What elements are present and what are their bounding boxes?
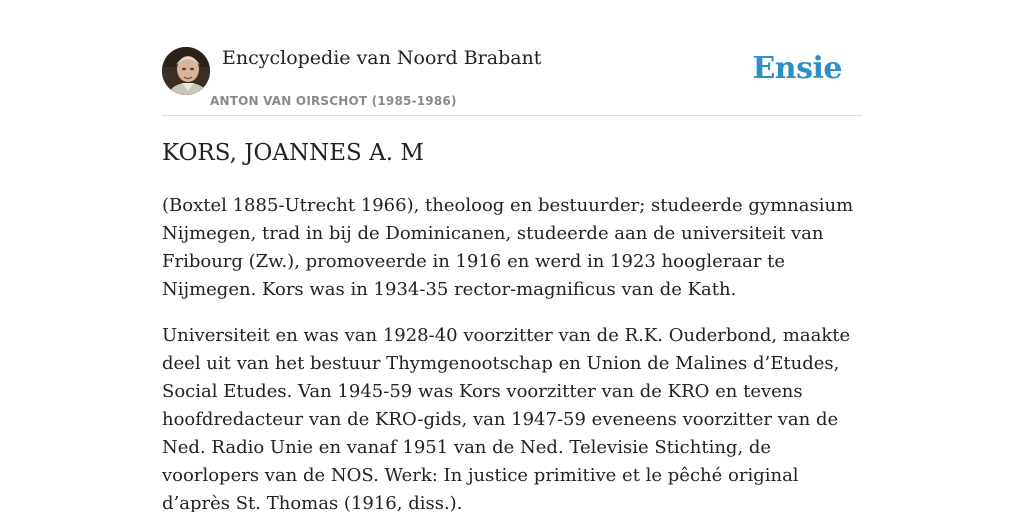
entry-paragraph: Universiteit en was van 1928-40 voorzitter van de R.K. Ouderbond, maakte deel uit van het bestuur Thymgenootschap en Union de Malines d’Etudes, Social Etudes. Van 1945-59 was Kors voorzitter van de KRO en tevens hoofdredacteur van de KRO-gids, van 1947-59 eveneens voorzitter van de Ned. Radio Unie en vanaf 1951 van de Ned. Televisie Stichting, de voorlopers van de NOS. Werk: In justice primitive et le pêché original d’après St. Thomas (1916, diss.). (162, 325, 851, 512)
person-portrait-icon (162, 47, 210, 95)
entry-title: KORS, JOANNES A. M (162, 140, 424, 166)
ensie-logo[interactable]: Ensie (752, 51, 842, 86)
author-avatar[interactable] (162, 47, 210, 95)
entry-paragraph: (Boxtel 1885-Utrecht 1966), theoloog en bestuurder; studeerde gymnasium Nijmegen, trad in bij de Dominicanen, studeerde aan de universiteit van Fribourg (Zw.), promoveerde in 1916 en werd in 1923 hoogleraar te Nijmegen. Kors was in 1934-35 rector-magnificus van de Kath. (162, 195, 854, 300)
author-name[interactable]: ANTON VAN OIRSCHOT (1985-1986) (210, 94, 457, 108)
encyclopedia-title[interactable]: Encyclopedie van Noord Brabant (222, 47, 542, 69)
entry-body (162, 192, 862, 512)
header-divider (162, 115, 862, 116)
header (162, 45, 862, 115)
